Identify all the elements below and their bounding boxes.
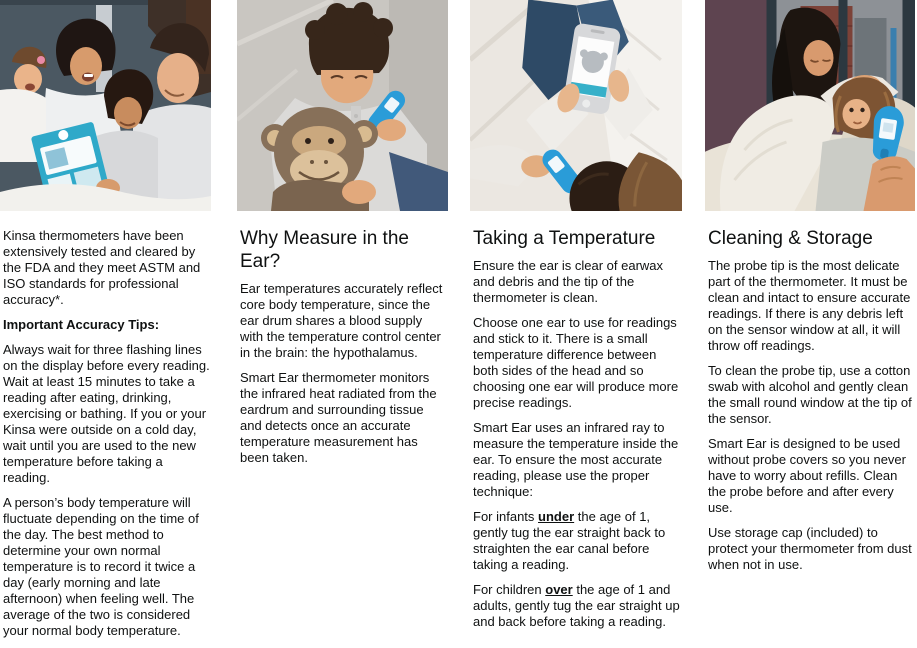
family-photo (0, 0, 211, 211)
column-cleaning-storage (705, 0, 915, 582)
paragraph: The probe tip is the most delicate part of the thermometer. It must be clean and intact to ensure accurate readings. If there is any debris left on the sensor window at all, it will throw off readings. (708, 258, 911, 353)
paragraph: A person’s body temperature will fluctuate depending on the time of the day. The best method to determine your own normal temperature is to record it twice a day (early morning and late afternoon) when feeling well. The average of the two is considered your normal body temperature. (3, 495, 199, 638)
app-reading-photo-illustration (470, 0, 682, 211)
section-heading: Taking a Temperature (473, 228, 656, 249)
paragraph: Choose one ear to use for readings and stick to it. There is a small temperature difference between both sides of the head and so choosing one ear will produce more precise readings. (473, 315, 679, 410)
boy-monkey-photo (237, 0, 448, 211)
paragraph: Smart Ear thermometer monitors the infrared heat radiated from the eardrum and surrounding tissue and detects once an accurate temperature measurement has been taken. (240, 370, 437, 465)
paragraph: Ensure the ear is clear of earwax and debris and the tip of the thermometer is clean. (473, 258, 664, 305)
paragraph: Ear temperatures accurately reflect core body temperature, since the ear drum shares a blood supply with the temperature control center in the brain: the hypothalamus. (240, 281, 443, 360)
accuracy-tips-subheading: Important Accuracy Tips: (3, 317, 160, 332)
emphasis-under: under (538, 509, 575, 524)
paragraph-children: For children over the age of 1 and adults, gently tug the ear straight up and back before taking a reading. (473, 582, 680, 629)
taking-temperature-text-block (470, 211, 682, 630)
app-reading-photo (470, 0, 682, 211)
cleaning-storage-text-block (705, 211, 915, 573)
emphasis-over: over (545, 582, 573, 597)
paragraph: Smart Ear is designed to be used without probe covers so you never have to worry about refills. Clean the probe before and after every use. (708, 436, 906, 515)
column-why-measure (237, 0, 448, 475)
paragraph: To clean the probe tip, use a cotton swab with alcohol and gently clean the small round window at the tip of the sensor. (708, 363, 912, 426)
column-accuracy-tips (0, 0, 211, 648)
mom-comfort-photo-illustration (705, 0, 915, 211)
column-taking-temperature (470, 0, 682, 639)
why-measure-text-block (237, 211, 448, 466)
paragraph: Kinsa thermometers have been extensively tested and cleared by the FDA and they meet ASTM and ISO standards for professional accuracy*. (3, 228, 201, 307)
section-heading: Cleaning & Storage (708, 228, 873, 249)
accuracy-text-block (0, 211, 211, 639)
paragraph: Smart Ear uses an infrared ray to measure the temperature inside the ear. To ensure the most accurate reading, please use the proper technique: (473, 420, 679, 499)
boy-monkey-photo-illustration (237, 0, 448, 211)
mom-comfort-photo (705, 0, 915, 211)
family-photo-illustration (0, 0, 211, 211)
paragraph: Always wait for three flashing lines on the display before every reading. Wait at least 15 minutes to take a reading after eating, drinking, exercising or bathing. If you or your Kinsa were outside on a cold day, wait until you are used to the new temperature before taking a reading. (3, 342, 210, 485)
paragraph: Use storage cap (included) to protect your thermometer from dust when not in use. (708, 525, 912, 572)
section-heading: Why Measure in the Ear? (240, 228, 409, 272)
paragraph-infants: For infants under the age of 1, gently tug the ear straight back to straighten the ear canal before taking a reading. (473, 509, 666, 572)
